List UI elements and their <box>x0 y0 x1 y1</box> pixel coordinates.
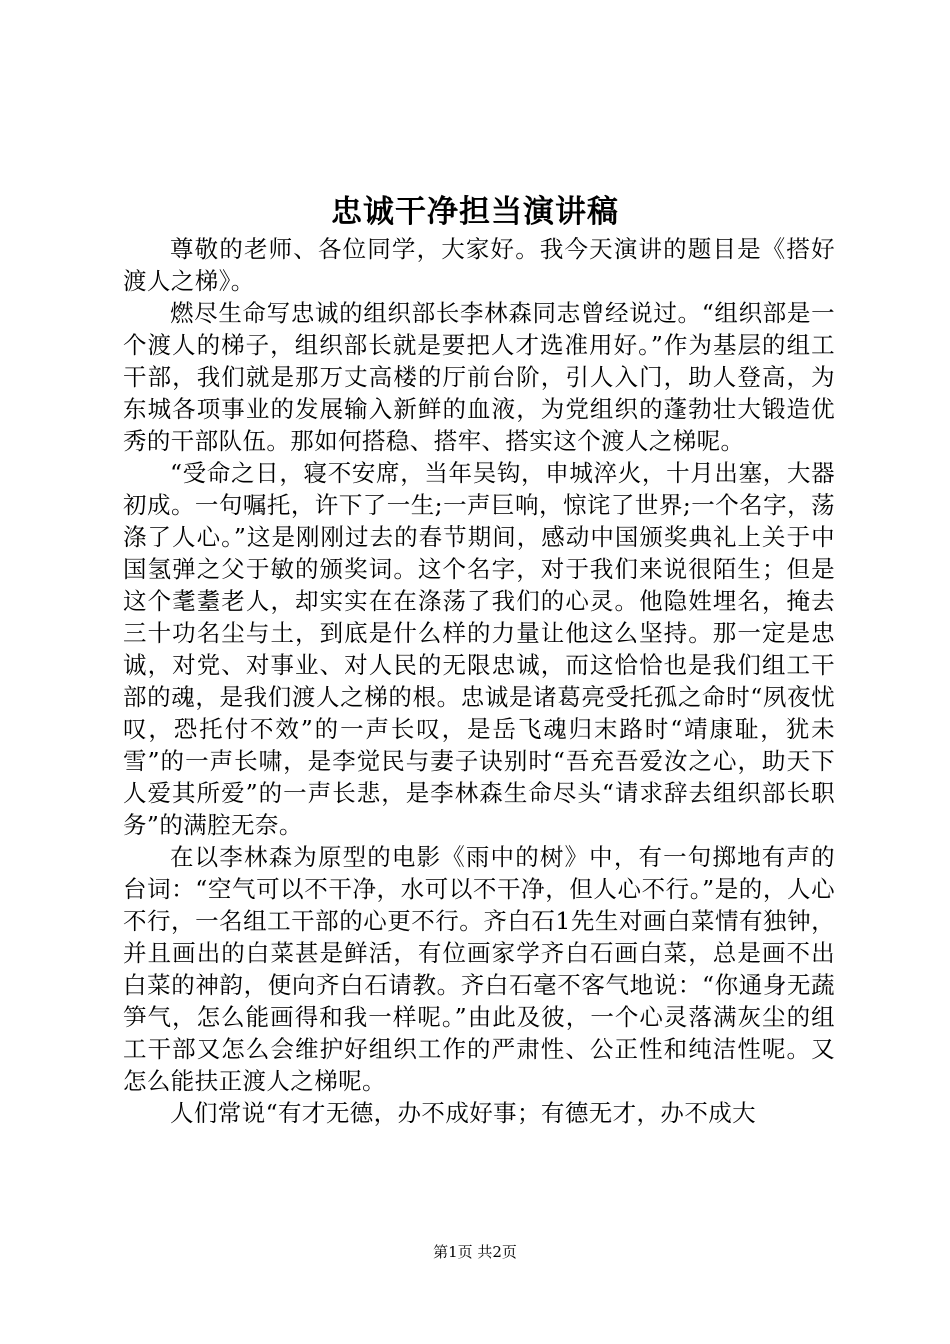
page-footer: 第1页 共2页 <box>433 1243 517 1261</box>
paragraph-ladder: 燃尽生命写忠诚的组织部长李林森同志曾经说过。“组织部是一个渡人的梯子，组织部长就是要把人才选准用好。”作为基层的组工干部，我们就是那万丈高楼的厅前台阶，引人入门，助人登高，为东城各项事业的发展输入新鲜的血液，为党组织的蓬勃壮大锻造优秀的干部队伍。那如何搭稳、搭牢、搭实这个渡人之梯呢。 <box>123 299 835 455</box>
paragraph-virtue: 人们常说“有才无德，办不成好事；有德无才，办不成大 <box>170 1099 757 1127</box>
paragraph-greeting: 尊敬的老师、各位同学，大家好。我今天演讲的题目是《搭好渡人之梯》。 <box>123 235 835 295</box>
page-title: 忠诚干净担当演讲稿 <box>331 194 619 230</box>
paragraph-loyalty: “受命之日，寝不安席，当年吴钩，申城淬火，十月出塞，大器初成。一句嘱托，许下了一生;一声巨响，惊诧了世界;一个名字，荡涤了人心。”这是刚刚过去的春节期间，感动中国颁奖典礼上关于中国氢弹之父于敏的颁奖词。这个名字，对于我们来说很陌生；但是这个耄耋老人，却实实在在涤荡了我们的心灵。他隐姓埋名，掩去三十功名尘与土，到底是什么样的力量让他这么坚持。那一定是忠诚，对党、对事业、对人民的无限忠诚，而这恰恰也是我们组工干部的魂，是我们渡人之梯的根。忠诚是诸葛亮受托孤之命时“夙夜忧叹，恐托付不效”的一声长叹，是岳飞魂归末路时“靖康耻，犹未雪”的一声长啸，是李觉民与妻子诀别时“吾充吾爱汝之心，助天下人爱其所爱”的一声长悲，是李林森生命尽头“请求辞去组织部长职务”的满腔无奈。 <box>123 459 835 839</box>
paragraph-integrity: 在以李林森为原型的电影《雨中的树》中，有一句掷地有声的台词：“空气可以不干净，水可以不干净，但人心不行。”是的，人心不行，一名组工干部的心更不行。齐白石1先生对画白菜情有独钟，并且画出的白菜甚是鲜活，有位画家学齐白石画白菜，总是画不出白菜的神韵，便向齐白石请教。齐白石毫不客气地说：“你通身无蔬笋气，怎么能画得和我一样呢。”由此及彼，一个心灵落满灰尘的组工干部又怎么会维护好组织工作的严肃性、公正性和纯洁性呢。又怎么能扶正渡人之梯呢。 <box>123 843 835 1095</box>
document-body <box>123 233 835 1129</box>
